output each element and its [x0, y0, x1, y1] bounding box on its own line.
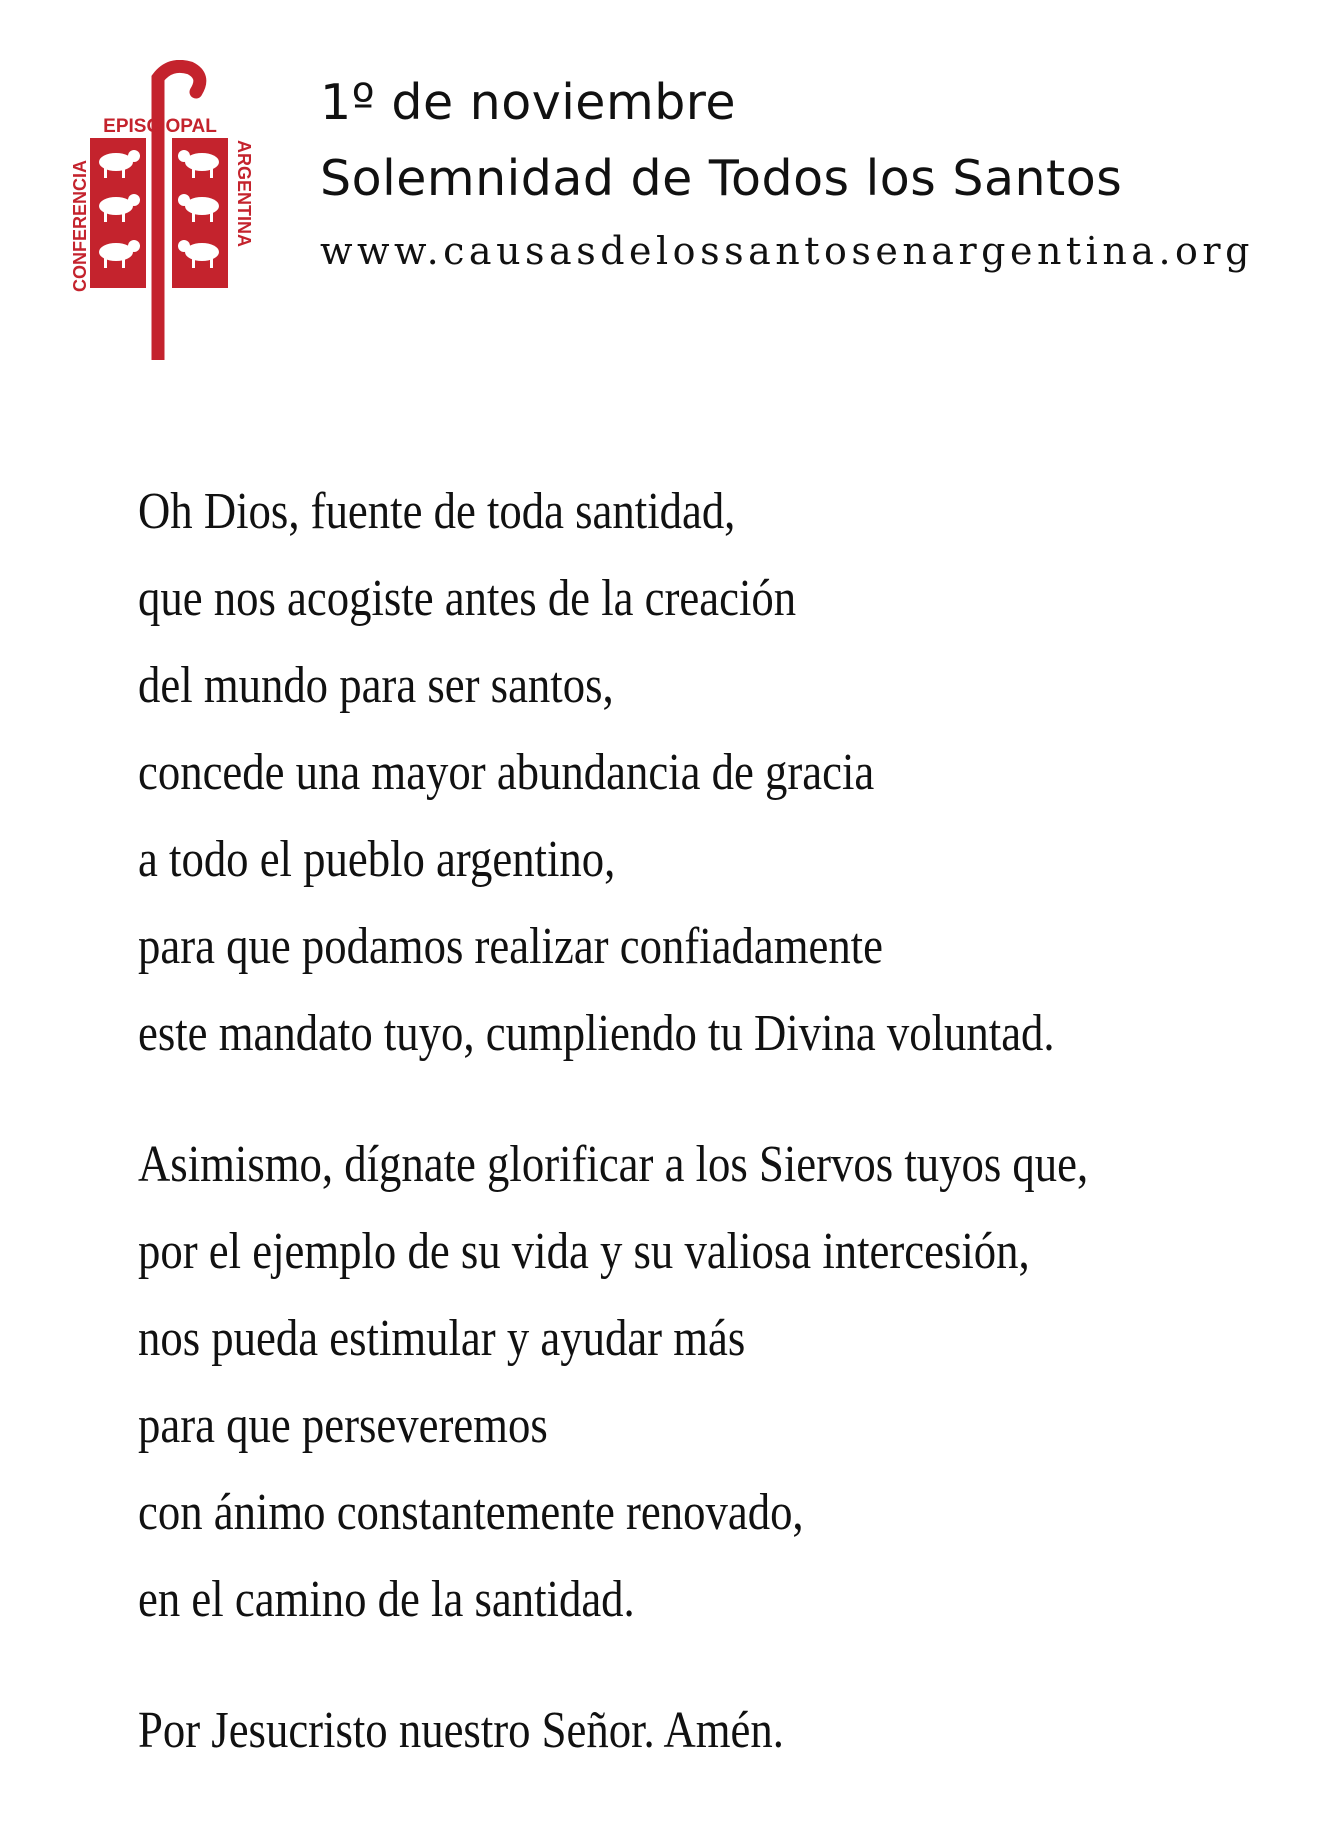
- prayer-line: para que perseveremos: [138, 1397, 548, 1454]
- prayer-line: Oh Dios, fuente de toda santidad,: [138, 483, 736, 540]
- prayer-line: en el camino de la santidad.: [138, 1571, 635, 1628]
- prayer-stanza: [138, 468, 1298, 1077]
- prayer-line: a todo el pueblo argentino,: [138, 831, 616, 888]
- prayer-line: por el ejemplo de su vida y su valiosa intercesión,: [138, 1223, 1030, 1280]
- logo-text-left: CONFERENCIA: [70, 159, 90, 292]
- logo-text-right: ARGENTINA: [234, 140, 254, 247]
- prayer-line: del mundo para ser santos,: [138, 657, 614, 714]
- prayer-line: que nos acogiste antes de la creación: [138, 570, 797, 627]
- prayer-stanza: [138, 1687, 1298, 1774]
- header: [320, 74, 1280, 273]
- prayer-line: este mandato tuyo, cumpliendo tu Divina voluntad.: [138, 1005, 1055, 1062]
- website-url: www.causasdelossantosenargentina.org: [320, 229, 1254, 273]
- prayer-text: [138, 468, 1298, 1774]
- prayer-line: con ánimo constantemente renovado,: [138, 1484, 804, 1541]
- prayer-line: para que podamos realizar confiadamente: [138, 918, 883, 975]
- logo-text-top: EPISC OPAL: [103, 116, 217, 137]
- feast-heading: Solemnidad de Todos los Santos: [320, 150, 1123, 207]
- date-heading: 1º de noviembre: [320, 74, 737, 131]
- prayer-line: nos pueda estimular y ayudar más: [138, 1310, 746, 1367]
- prayer-line: Asimismo, dígnate glorificar a los Siervos tuyos que,: [138, 1136, 1089, 1193]
- prayer-line: Por Jesucristo nuestro Señor. Amén.: [138, 1702, 784, 1759]
- prayer-line: concede una mayor abundancia de gracia: [138, 744, 875, 801]
- prayer-stanza: [138, 1121, 1298, 1643]
- conferencia-episcopal-logo: [70, 60, 280, 360]
